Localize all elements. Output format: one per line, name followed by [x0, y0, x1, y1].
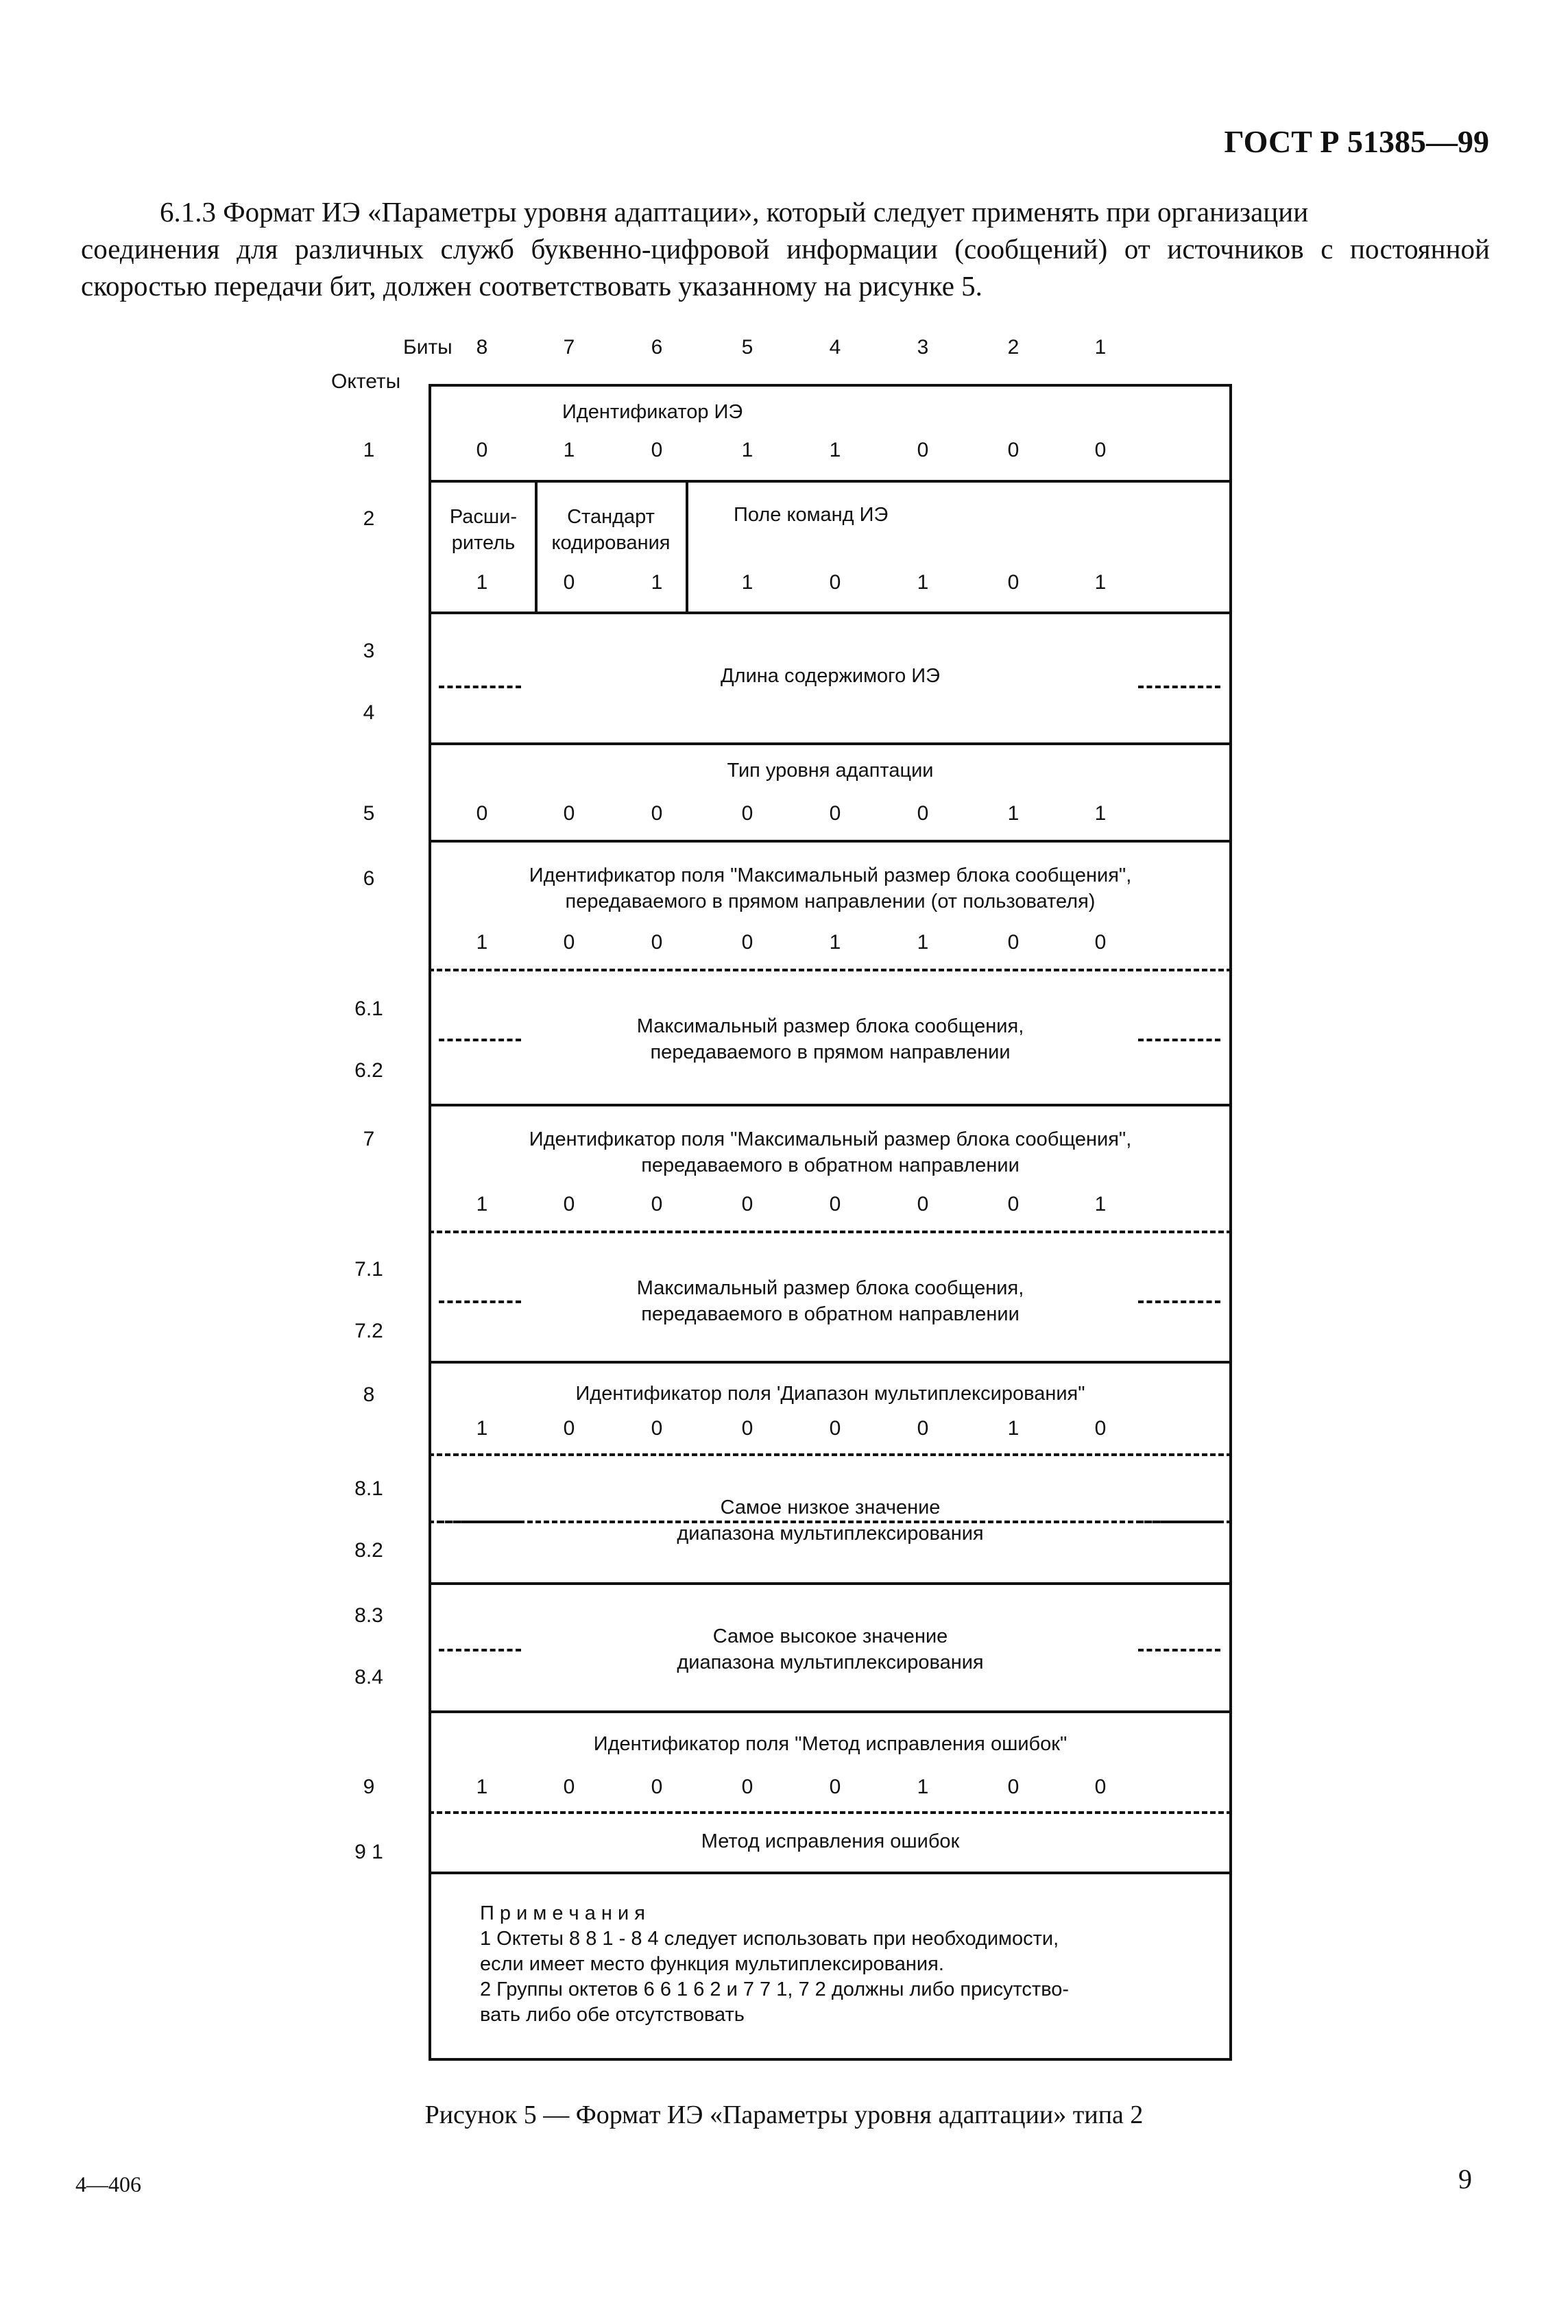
octet-label: 4 [363, 701, 375, 724]
print-code: 4—406 [75, 2172, 141, 2196]
extension-field-label: Расши- ритель [449, 506, 518, 554]
error-correction-title: Метод исправления ошибок [701, 1830, 960, 1852]
bit-value: 1 [1007, 802, 1020, 825]
dashed-separator [429, 1811, 1232, 1814]
bit-value: 0 [741, 802, 753, 825]
bit-value: 1 [1094, 802, 1107, 825]
octet-label: 8.4 [354, 1666, 383, 1688]
octet-label: 7 [363, 1128, 375, 1150]
page-number: 9 [1458, 2164, 1472, 2194]
bit-number: 4 [829, 336, 841, 359]
command-field-label: Поле команд ИЭ [734, 504, 889, 526]
separator [429, 1872, 1232, 1874]
bit-value: 0 [741, 1776, 753, 1798]
continuation-dash [439, 1649, 521, 1651]
octet-label: 6.2 [354, 1059, 383, 1082]
bit-value: 0 [829, 802, 841, 825]
bits-label: Биты [403, 336, 453, 359]
bit-value: 0 [563, 571, 575, 594]
separator [429, 840, 1232, 843]
octet-label: 8.1 [354, 1477, 383, 1500]
bit-number: 8 [476, 336, 488, 359]
bit-value: 0 [741, 1193, 753, 1215]
bit-value: 0 [829, 1776, 841, 1798]
octet-label: 7.2 [354, 1320, 383, 1342]
bit-value: 0 [741, 1417, 753, 1440]
figure-frame [429, 384, 1232, 2061]
bit-value: 0 [917, 1193, 929, 1215]
bit-value: 0 [829, 1417, 841, 1440]
bit-value: 0 [741, 931, 753, 954]
bit-value: 0 [476, 802, 488, 825]
bit-value: 0 [1094, 931, 1107, 954]
notes-heading: П р и м е ч а н и я [480, 1902, 645, 1924]
continuation-dash [439, 1300, 521, 1303]
continuation-dash [1138, 1649, 1220, 1651]
bit-value: 0 [563, 1776, 575, 1798]
octet-label: 1 [363, 439, 375, 461]
notes-block [480, 1901, 1207, 2028]
bit-value: 0 [1007, 1193, 1020, 1215]
octet-label: 6.1 [354, 997, 383, 1020]
adaptation-type-title: Тип уровня адаптации [727, 760, 934, 782]
bit-value: 1 [476, 931, 488, 954]
continuation-dash [439, 1521, 521, 1523]
bit-value: 1 [563, 439, 575, 461]
mux-high-title: Самое высокое значение диапазона мультиплексирования [677, 1625, 984, 1673]
bit-number: 3 [917, 336, 929, 359]
intro-paragraph [81, 193, 1490, 304]
bit-number: 1 [1094, 336, 1107, 359]
bit-value: 0 [1094, 439, 1107, 461]
dashed-separator [429, 1453, 1232, 1456]
octet-label: 8.2 [354, 1539, 383, 1562]
bit-value: 0 [1007, 931, 1020, 954]
error-correction-id-title: Идентификатор поля "Метод исправления ошибок" [593, 1733, 1068, 1755]
note-2: 2 Группы октетов 6 6 1 6 2 и 7 7 1, 7 2 должны либо присутство- вать либо обе отсутствовать [480, 1978, 1070, 2026]
bit-value: 1 [917, 931, 929, 954]
bit-value: 0 [829, 1193, 841, 1215]
separator [429, 612, 1232, 614]
bit-value: 1 [476, 571, 488, 594]
continuation-dash [1138, 1521, 1220, 1523]
bit-value: 1 [1094, 1193, 1107, 1215]
bit-value: 0 [563, 1417, 575, 1440]
bit-value: 1 [917, 571, 929, 594]
bit-number: 6 [651, 336, 663, 359]
bit-value: 1 [476, 1776, 488, 1798]
bit-value: 0 [1094, 1417, 1107, 1440]
bit-value: 0 [917, 439, 929, 461]
continuation-dash [439, 686, 521, 688]
separator [429, 1710, 1232, 1713]
octets-label: Октеты [331, 370, 401, 393]
ie-id-title: Идентификатор ИЭ [562, 401, 743, 423]
continuation-dash [439, 1039, 521, 1041]
bit-value: 1 [741, 439, 753, 461]
separator [429, 1104, 1232, 1106]
bit-value: 1 [829, 439, 841, 461]
bit-value: 0 [917, 1417, 929, 1440]
mux-low-title: Самое низкое значение диапазона мультиплексирования [677, 1497, 984, 1545]
bit-number: 2 [1007, 336, 1020, 359]
continuation-dash [1138, 686, 1220, 688]
forward-size-id-title: Идентификатор поля "Максимальный размер блока сообщения", передаваемого в прямом направлении (от пользователя) [529, 864, 1132, 912]
bit-value: 0 [651, 1417, 663, 1440]
bit-value: 0 [1007, 571, 1020, 594]
intro-rest: соединения для различных служб буквенно-цифровой информации (сообщений) от источников с постоянной скоростью передачи бит, должен соответствовать указанному на рисунке 5. [81, 233, 1490, 302]
bit-value: 0 [651, 1776, 663, 1798]
column-divider [686, 480, 688, 612]
continuation-dash [1138, 1039, 1220, 1041]
octet-label: 3 [363, 640, 375, 662]
octet-label: 8 [363, 1383, 375, 1406]
bit-number: 5 [741, 336, 753, 359]
bit-number: 7 [563, 336, 575, 359]
bit-value: 1 [476, 1417, 488, 1440]
bit-value: 0 [651, 439, 663, 461]
backward-size-id-title: Идентификатор поля "Максимальный размер блока сообщения", передаваемого в обратном направлении [529, 1128, 1132, 1176]
bit-value: 1 [476, 1193, 488, 1215]
bit-value: 1 [917, 1776, 929, 1798]
bit-value: 1 [1007, 1417, 1020, 1440]
backward-size-title: Максимальный размер блока сообщения, передаваемого в обратном направлении [636, 1277, 1024, 1325]
bit-value: 1 [741, 571, 753, 594]
separator [429, 1361, 1232, 1364]
octet-label: 6 [363, 867, 375, 890]
dashed-separator [429, 969, 1232, 971]
note-1: 1 Октеты 8 8 1 - 8 4 следует использовать при необходимости, если имеет место функция мультиплексирования. [480, 1928, 1059, 1975]
length-title: Длина содержимого ИЭ [721, 665, 940, 687]
bit-value: 0 [563, 802, 575, 825]
figure-caption: Рисунок 5 — Формат ИЭ «Параметры уровня адаптации» типа 2 [424, 2101, 1144, 2129]
intro-first-line: 6.1.3 Формат ИЭ «Параметры уровня адаптации», который следует применять при организации [160, 196, 1309, 228]
octet-label: 7.1 [354, 1258, 383, 1281]
bit-value: 1 [651, 571, 663, 594]
dashed-separator [429, 1231, 1232, 1233]
octet-label: 9 1 [354, 1841, 383, 1863]
column-divider [535, 480, 538, 612]
forward-size-title: Максимальный размер блока сообщения, передаваемого в прямом направлении [636, 1015, 1024, 1063]
octet-label: 2 [363, 507, 375, 530]
separator [429, 742, 1232, 745]
octet-label: 9 [363, 1776, 375, 1798]
mux-range-id-title: Идентификатор поля 'Диапазон мультиплексирования" [575, 1383, 1085, 1405]
bit-value: 0 [563, 1193, 575, 1215]
bit-value: 0 [917, 802, 929, 825]
bit-value: 0 [1007, 439, 1020, 461]
bit-value: 1 [1094, 571, 1107, 594]
bit-value: 0 [829, 571, 841, 594]
bit-value: 0 [1094, 1776, 1107, 1798]
bit-value: 0 [563, 931, 575, 954]
octet-label: 5 [363, 802, 375, 825]
separator [429, 1582, 1232, 1585]
bit-value: 0 [651, 1193, 663, 1215]
bit-value: 0 [476, 439, 488, 461]
bit-value: 1 [829, 931, 841, 954]
bit-value: 0 [1007, 1776, 1020, 1798]
separator [429, 480, 1232, 483]
coding-standard-label: Стандарт кодирования [551, 506, 671, 554]
bit-value: 0 [651, 802, 663, 825]
bit-value: 0 [651, 931, 663, 954]
standard-number: ГОСТ Р 51385—99 [1224, 124, 1489, 159]
continuation-dash [1138, 1300, 1220, 1303]
octet-label: 8.3 [354, 1604, 383, 1627]
